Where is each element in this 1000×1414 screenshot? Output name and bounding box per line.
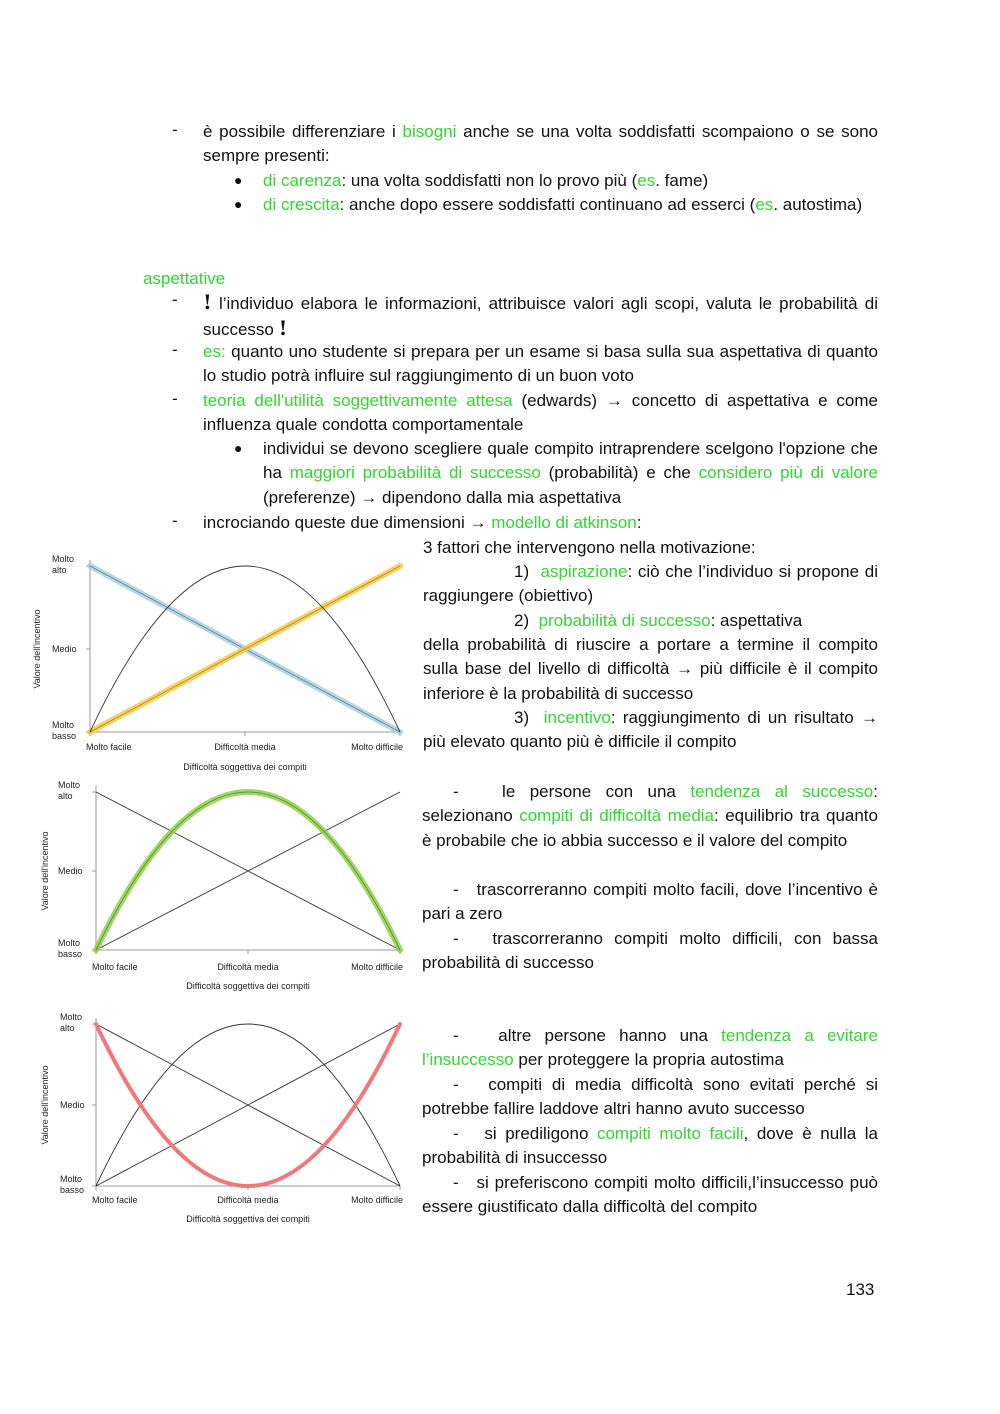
tendenza-successo-term: tendenza al successo — [690, 782, 874, 801]
y-tick-label: Medio — [58, 866, 83, 876]
bullet: ● — [234, 172, 243, 188]
list-dash: - — [453, 880, 459, 899]
successo-p1-e: : equilibrio tra quanto è probabile che io abbia successo e il valore del compito — [422, 806, 878, 850]
y-tick-label: Molto alto — [60, 1012, 83, 1033]
y-axis-label: Valore dell'incentivo — [32, 609, 42, 689]
aspettative-item-2 — [203, 340, 878, 389]
successo-p3 — [422, 927, 878, 976]
difficolta-media-term: compiti di difficoltà media — [519, 806, 715, 826]
list-dash: - — [172, 511, 178, 530]
aspettative-text-1: l’individuo elabora le informazioni, attribuisce valori agli scopi, valuta le probabilità di successo — [203, 294, 878, 340]
x-axis-label: Difficoltà soggettiva dei compiti — [186, 981, 310, 991]
x-axis-label: Difficoltà soggettiva dei compiti — [186, 1214, 310, 1224]
factor-2-line — [514, 609, 802, 633]
y-axis-label: Valore dell'incentivo — [40, 831, 50, 911]
chart-2 — [30, 780, 410, 1000]
aspettative-text-2: quanto uno studente si prepara per un esame si basa sulla sua aspettativa di quanto lo studio potrà influire sul raggiungimento di un buon voto — [203, 342, 878, 386]
chart-3 — [30, 1012, 410, 1232]
aspettative-bullet-a: individui se devono scegliere quale compito intraprendere scelgono l'opzione che ha — [263, 439, 878, 483]
factor-2-num: 2) — [514, 611, 530, 630]
valore-term: considero più di valore — [698, 463, 878, 483]
insuccesso-p4-text: si preferiscono compiti molto difficili,l’insuccesso può essere giustificato dalla difficoltà del compito — [422, 1173, 878, 1217]
successo-p1 — [422, 780, 878, 853]
x-tick-label: Molto facile — [92, 1195, 138, 1205]
y-tick-label: Molto alto — [58, 780, 81, 801]
factor-1-num: 1) — [514, 562, 530, 581]
factor-3-text: : raggiungimento di un risultato → più elevato quanto più è difficile il compito — [423, 708, 878, 752]
x-tick-label: Molto difficile — [351, 1195, 403, 1205]
factor-3 — [423, 706, 878, 755]
x-axis-label: Difficoltà soggettiva dei compiti — [183, 762, 307, 772]
exclamation-icon: ! — [278, 316, 288, 341]
list-dash: - — [172, 340, 178, 359]
insuccesso-p4 — [422, 1171, 878, 1220]
list-dash: - — [453, 1075, 459, 1094]
es-term: es: — [203, 342, 226, 361]
page-number: 133 — [846, 1280, 875, 1299]
factor-1 — [423, 560, 878, 609]
list-dash: - — [453, 782, 459, 801]
y-tick-label: Molto alto — [52, 554, 75, 575]
list-dash: - — [453, 929, 459, 948]
list-dash: - — [172, 290, 178, 309]
crescita-example: . autostima) — [773, 195, 863, 214]
insuccesso-p2-text: compiti di media difficoltà sono evitati perché si potrebbe fallire laddove altri hanno avuto successo — [422, 1075, 879, 1119]
es-term: es — [755, 195, 774, 214]
list-dash: - — [172, 389, 178, 408]
successo-p1-c: : selezionano — [422, 782, 879, 826]
aspettative-text-3: (edwards) → concetto di aspettativa e come influenza quale condotta comportamentale — [203, 391, 878, 435]
y-tick-label: Medio — [52, 644, 77, 654]
list-dash: - — [172, 120, 178, 139]
list-dash: - — [453, 1124, 459, 1143]
x-tick-label: Molto difficile — [351, 962, 403, 972]
successo-p1-a: le persone con una — [502, 782, 691, 801]
x-tick-label: Molto difficile — [351, 742, 403, 752]
x-tick-label: Molto facile — [86, 742, 132, 752]
aspettative-item-3 — [203, 389, 878, 438]
list-dash: - — [453, 1026, 459, 1045]
teoria-term: teoria dell'utilità soggettivamente attesa — [203, 391, 513, 410]
tendenza-evitare-term: tendenza a evitare l’insuccesso — [422, 1026, 878, 1070]
bisogni-term: bisogni — [402, 122, 457, 141]
factor-3-num: 3) — [514, 708, 530, 727]
x-tick-label: Difficoltà media — [217, 1195, 279, 1205]
insuccesso-p3 — [422, 1122, 878, 1171]
crescita-item — [263, 193, 878, 217]
y-tick-label: Molto basso — [58, 938, 83, 959]
insuccesso-p3-c: , dove è nulla la probabilità di insuccesso — [422, 1124, 878, 1168]
aspettative-bullet-e: (preferenze) → dipendono dalla mia aspettativa — [263, 487, 622, 507]
atkinson-term: modello di atkinson — [491, 513, 637, 532]
successo-p3-text: trascorreranno compiti molto difficili, con bassa probabilità di successo — [422, 929, 879, 973]
incentivo-term: incentivo — [543, 708, 611, 727]
insuccesso-p3-a: si prediligono — [484, 1124, 597, 1143]
crescita-text: : anche dopo essere soddisfatti continuano ad esserci ( — [339, 195, 756, 214]
aspettative-bullet — [263, 437, 878, 510]
factor-2-text: : aspettativa — [710, 611, 803, 630]
probabilita-successo-term: probabilità di successo — [538, 611, 711, 630]
aspirazione-term: aspirazione — [540, 562, 628, 581]
insuccesso-p1 — [422, 1024, 878, 1073]
factor-2-cont: della probabilità di riuscire a portare a termine il compito sulla base del livello di difficoltà → più difficile è il compito inferiore è la probabilità di successo — [423, 635, 878, 703]
successo-p2-text: trascorreranno compiti molto facili, dove l’incentivo è pari a zero — [422, 880, 878, 924]
y-tick-label: Molto basso — [52, 720, 77, 741]
x-tick-label: Molto facile — [92, 962, 138, 972]
compiti-facili-term: compiti molto facili — [596, 1124, 744, 1143]
crescita-term: di crescita — [263, 195, 340, 214]
atkinson-intro: 3 fattori che intervengono nella motivazione: — [423, 538, 756, 557]
list-dash: - — [453, 1173, 459, 1192]
bisogni-text — [203, 120, 878, 169]
insuccesso-p2 — [422, 1073, 878, 1122]
y-tick-label: Molto basso — [60, 1174, 85, 1195]
probabilita-term: maggiori probabilità di successo — [289, 463, 541, 483]
chart-1 — [30, 552, 410, 782]
bullet: ● — [234, 440, 243, 456]
insuccesso-p1-c: per proteggere la propria autostima — [513, 1050, 784, 1070]
carenza-item — [263, 169, 878, 193]
x-tick-label: Difficoltà media — [214, 742, 276, 752]
bullet: ● — [234, 196, 243, 212]
es-term: es — [637, 171, 656, 190]
carenza-text: : una volta soddisfatti non lo provo più ( — [341, 171, 638, 190]
insuccesso-p1-a: altre persone hanno una — [498, 1026, 722, 1045]
factor-1-text: : ciò che l’individuo si propone di raggiungere (obiettivo) — [423, 562, 878, 606]
exclamation-icon: ! — [203, 290, 212, 314]
y-tick-label: Medio — [60, 1100, 85, 1110]
bisogni-text-c: anche se una volta soddisfatti scompaiono o se sono sempre presenti: — [203, 122, 878, 166]
bisogni-text-a: è possibile differenziare i — [203, 122, 403, 141]
y-axis-label: Valore dell'incentivo — [40, 1065, 50, 1145]
carenza-term: di carenza — [263, 171, 342, 190]
aspettative-item-1 — [203, 290, 878, 343]
aspettative-item-4 — [203, 511, 878, 535]
aspettative-text-4: incrociando queste due dimensioni → — [203, 513, 492, 532]
successo-p2 — [422, 878, 878, 927]
x-tick-label: Difficoltà media — [217, 962, 279, 972]
aspettative-bullet-c: (probabilità) e che — [540, 463, 699, 483]
colon: : — [636, 513, 642, 532]
section-heading-aspettative: aspettative — [143, 269, 226, 288]
carenza-example: . fame) — [655, 171, 709, 190]
